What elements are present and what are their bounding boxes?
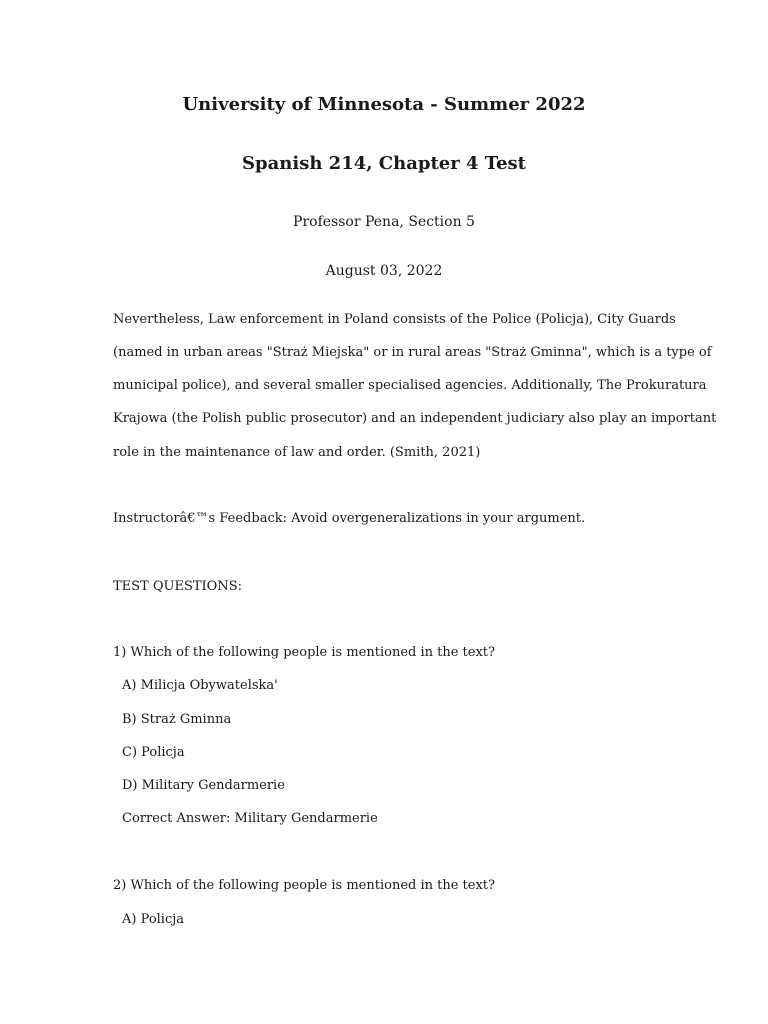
passage-line: Krajowa (the Polish public prosecutor) and an independent judiciary also play an important xyxy=(113,411,717,426)
question-prompt: 1) Which of the following people is mentioned in the text? xyxy=(113,645,495,660)
date-line: August 03, 2022 xyxy=(325,263,443,279)
answer-option: A) Milicja Obywatelska' xyxy=(122,678,278,693)
university-heading: University of Minnesota - Summer 2022 xyxy=(182,94,586,115)
answer-option: B) Straż Gminna xyxy=(122,712,232,727)
answer-option: C) Policja xyxy=(122,745,185,760)
correct-answer: Correct Answer: Military Gendarmerie xyxy=(122,811,378,826)
answer-option: A) Policja xyxy=(122,912,185,927)
passage-line: Nevertheless, Law enforcement in Poland consists of the Police (Policja), City Guards xyxy=(113,312,676,327)
passage-line: (named in urban areas "Straż Miejska" or in rural areas "Straż Gminna", which is a type of xyxy=(113,345,712,360)
instructor-feedback: Instructorâ€™s Feedback: Avoid overgeneralizations in your argument. xyxy=(113,511,586,526)
test-questions-heading: TEST QUESTIONS: xyxy=(113,579,243,594)
professor-line: Professor Pena, Section 5 xyxy=(293,214,475,230)
passage-line: municipal police), and several smaller specialised agencies. Additionally, The Prokuratura xyxy=(113,378,707,393)
question-prompt: 2) Which of the following people is mentioned in the text? xyxy=(113,878,495,893)
answer-option: D) Military Gendarmerie xyxy=(122,778,285,793)
passage-line: role in the maintenance of law and order. (Smith, 2021) xyxy=(113,445,481,460)
test-title: Spanish 214, Chapter 4 Test xyxy=(242,153,526,174)
